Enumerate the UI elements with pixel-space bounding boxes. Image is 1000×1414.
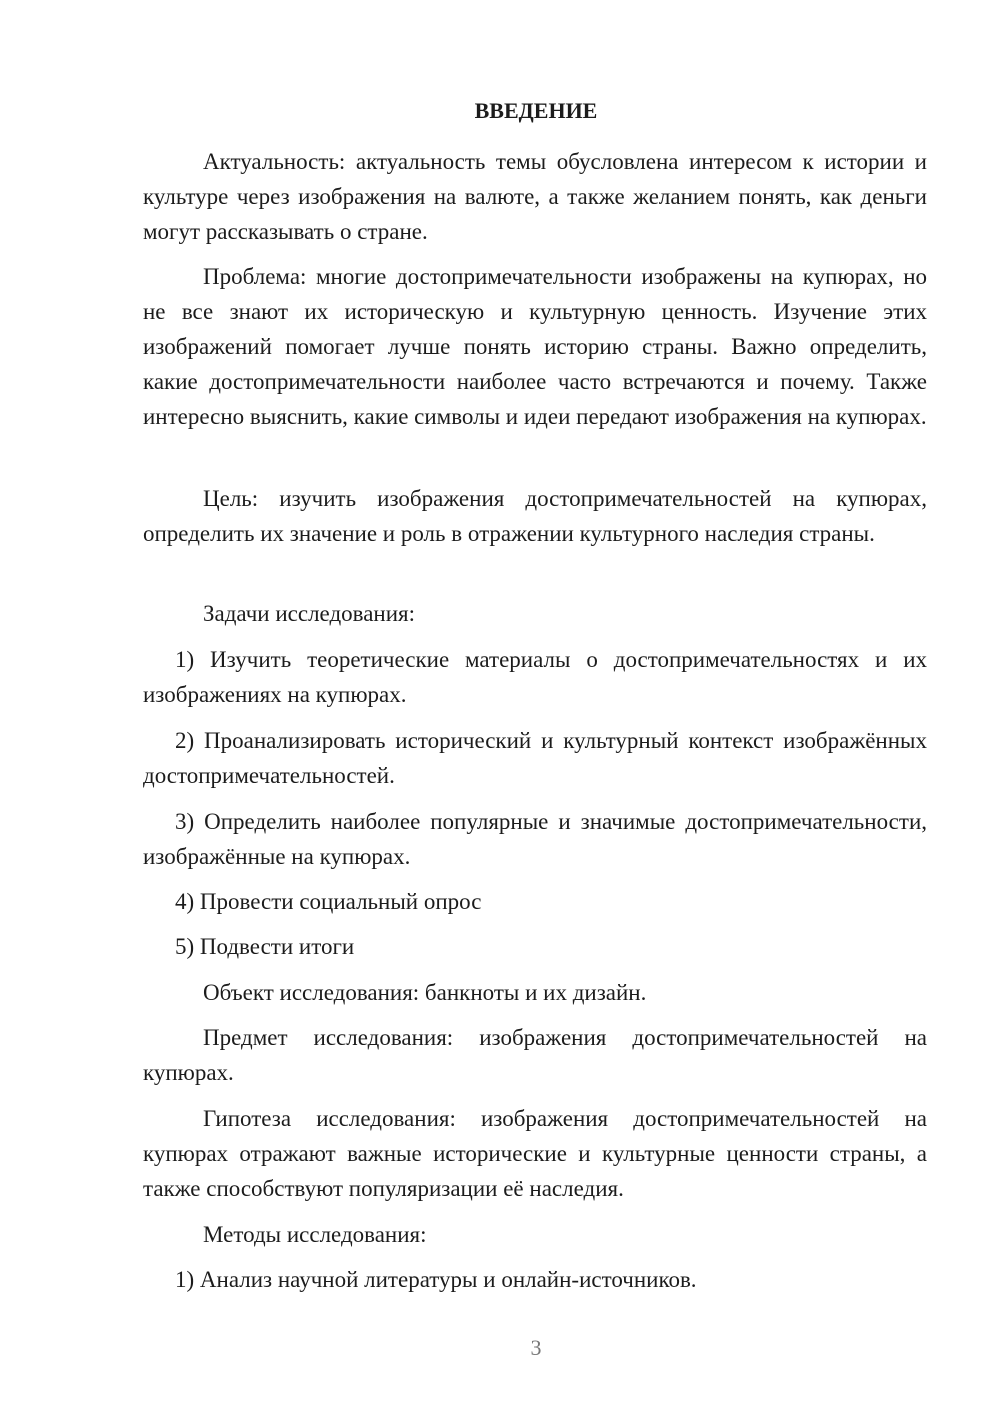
paragraph-hypothesis: Гипотеза исследования: изображения достопримечательностей на купюрах отражают важные исторические и культурные ценности страны, а также способствуют популяризации её наследия. [143,1106,927,1201]
paragraph-subject: Предмет исследования: изображения достопримечательностей на купюрах. [143,1025,927,1085]
task-item-4: 4) Провести социальный опрос [175,889,482,914]
paragraph-object: Объект исследования: банкноты и их дизайн. [203,980,647,1005]
paragraph-goal: Цель: изучить изображения достопримечательностей на купюрах, определить их значение и роль в отражении культурного наследия страны. [143,486,927,546]
task-item-3: 3) Определить наиболее популярные и значимые достопримечательности, изображённые на купюрах. [143,809,927,869]
page-number: 3 [530,1335,542,1360]
task-item-2: 2) Проанализировать исторический и культурный контекст изображённых достопримечательностей. [143,728,927,788]
section-title: ВВЕДЕНИЕ [474,98,598,123]
method-item-1: 1) Анализ научной литературы и онлайн-источников. [175,1267,697,1292]
paragraph-problem: Проблема: многие достопримечательности изображены на купюрах, но не все знают их историческую и культурную ценность. Изучение этих изображений помогает лучше понять историю страны. Важно определить, какие достопримечательности наиболее часто встречаются и почему. Также интересно выяснить, какие символы и идеи передают изображения на купюрах. [143,264,927,429]
task-item-5: 5) Подвести итоги [175,934,355,959]
methods-heading: Методы исследования: [203,1222,427,1247]
tasks-heading: Задачи исследования: [203,601,416,626]
task-item-1: 1) Изучить теоретические материалы о достопримечательностях и их изображениях на купюрах. [143,647,927,707]
paragraph-relevance: Актуальность: актуальность темы обусловлена интересом к истории и культуре через изображения на валюте, а также желанием понять, как деньги могут рассказывать о стране. [143,149,927,244]
